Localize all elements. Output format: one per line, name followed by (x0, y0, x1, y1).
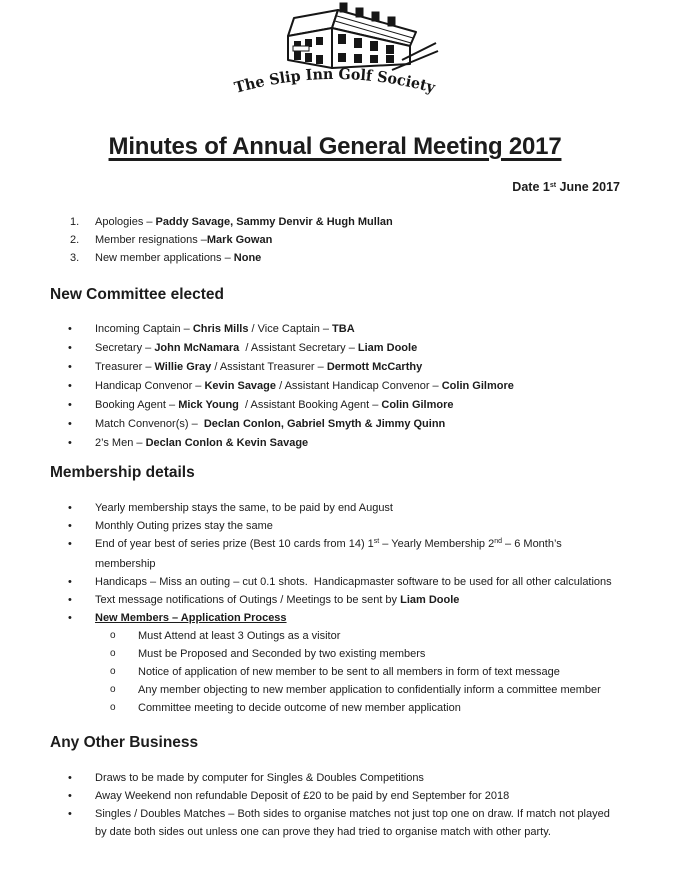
item-text: Member resignations –Mark Gowan (95, 234, 273, 246)
bullet-marker: • (68, 342, 72, 354)
logo-society-name: The Slip Inn Golf Society (232, 64, 438, 97)
bullet-text: New Members – Application Process (95, 612, 287, 624)
intro-numbered-list (50, 213, 620, 267)
item-number: 1. (70, 216, 80, 228)
bullet-text: Match Convenor(s) – Declan Conlon, Gabriel Smyth & Jimmy Quinn (95, 418, 446, 430)
slip-inn-logo (219, 2, 451, 102)
meeting-date: Date 1st June 2017 (512, 180, 620, 194)
numbered-item (50, 231, 620, 249)
bullet-marker: • (68, 437, 72, 449)
section-heading-any-other-business: Any Other Business (50, 734, 199, 751)
bullet-text: Treasurer – Willie Gray / Assistant Treasurer – Dermott McCarthy (95, 361, 423, 373)
bullet-text: Incoming Captain – Chris Mills / Vice Captain – TBA (95, 323, 355, 335)
sub-bullet-item (50, 645, 620, 663)
inn-sign (293, 46, 309, 51)
sub-bullet-text: Must Attend at least 3 Outings as a visitor (138, 630, 341, 642)
bullet-text: Booking Agent – Mick Young / Assistant Booking Agent – Colin Gilmore (95, 399, 454, 411)
bullet-marker: • (68, 612, 72, 624)
bullet-item (50, 535, 620, 573)
bullet-marker: • (68, 790, 72, 802)
bullet-item (50, 787, 620, 805)
bullet-text: Text message notifications of Outings / Meetings to be sent by Liam Doole (95, 594, 460, 606)
section-heading-new-committee: New Committee elected (50, 286, 224, 303)
bullet-text: Yearly membership stays the same, to be paid by end August (95, 502, 393, 514)
bullet-item (50, 517, 620, 535)
sub-bullet-marker: o (110, 702, 116, 713)
svg-text:The Slip Inn Golf Society (232, 65, 438, 97)
bullet-marker: • (68, 380, 72, 392)
bullet-item-new-members (50, 609, 620, 627)
numbered-item (50, 213, 620, 231)
sub-bullet-text: Any member objecting to new member application to confidentially inform a committee member (138, 684, 601, 696)
sub-bullet-marker: o (110, 648, 116, 659)
bullet-marker: • (68, 520, 72, 532)
committee-bullet-list (50, 320, 620, 453)
bullet-marker: • (68, 399, 72, 411)
sub-bullet-text: Must be Proposed and Seconded by two existing members (138, 648, 426, 660)
bullet-item (50, 415, 620, 434)
bullet-item (50, 320, 620, 339)
bullet-text: Monthly Outing prizes stay the same (95, 520, 273, 532)
bullet-marker: • (68, 772, 72, 784)
item-number: 3. (70, 252, 80, 264)
page-title: Minutes of Annual General Meeting 2017 (108, 133, 562, 160)
bullet-text: Secretary – John McNamara / Assistant Secretary – Liam Doole (95, 342, 418, 354)
bullet-item (50, 377, 620, 396)
item-text: Apologies – Paddy Savage, Sammy Denvir & Hugh Mullan (95, 216, 393, 228)
aob-bullet-list (50, 769, 620, 841)
bullet-item (50, 339, 620, 358)
bullet-item (50, 769, 620, 787)
bullet-marker: • (68, 576, 72, 588)
sub-bullet-marker: o (110, 630, 116, 641)
sub-bullet-text: Committee meeting to decide outcome of new member application (138, 702, 461, 714)
bullet-marker: • (68, 418, 72, 430)
bullet-text: Draws to be made by computer for Singles & Doubles Competitions (95, 772, 424, 784)
bullet-item (50, 499, 620, 517)
sub-bullet-marker: o (110, 684, 116, 695)
numbered-item (50, 249, 620, 267)
bullet-text: 2’s Men – Declan Conlon & Kevin Savage (95, 437, 309, 449)
item-text: New member applications – None (95, 252, 262, 264)
bullet-item (50, 358, 620, 377)
sub-bullet-item (50, 681, 620, 699)
bullet-item (50, 573, 620, 591)
bullet-text: End of year best of series prize (Best 10 cards from 14) 1st – Yearly Membership 2nd – 6 Month’s membership (95, 538, 565, 570)
sub-bullet-item (50, 663, 620, 681)
bullet-marker: • (68, 808, 72, 820)
sub-bullet-item (50, 699, 620, 717)
bullet-text: Handicap Convenor – Kevin Savage / Assistant Handicap Convenor – Colin Gilmore (95, 380, 514, 392)
slip-inn-logo-graphic (219, 2, 451, 102)
section-heading-membership-details: Membership details (50, 464, 195, 481)
item-number: 2. (70, 234, 80, 246)
bullet-text: Handicaps – Miss an outing – cut 0.1 shots. Handicapmaster software to be used for all other calculations (95, 576, 612, 588)
bullet-text: Away Weekend non refundable Deposit of £20 to be paid by end September for 2018 (95, 790, 510, 802)
bullet-item (50, 591, 620, 609)
bullet-marker: • (68, 323, 72, 335)
bullet-item (50, 396, 620, 415)
bullet-marker: • (68, 502, 72, 514)
sub-bullet-text: Notice of application of new member to be sent to all members in form of text message (138, 666, 560, 678)
membership-bullet-list (50, 499, 620, 717)
sub-bullet-item (50, 627, 620, 645)
bullet-marker: • (68, 538, 72, 550)
bullet-item (50, 805, 620, 841)
sub-bullet-marker: o (110, 666, 116, 677)
bullet-marker: • (68, 594, 72, 606)
bullet-item (50, 434, 620, 453)
bullet-text: Singles / Doubles Matches – Both sides to organise matches not just top one on draw. If match not played by date both sides out unless one can prove they had tried to organise match with other party. (95, 808, 613, 838)
bullet-marker: • (68, 361, 72, 373)
